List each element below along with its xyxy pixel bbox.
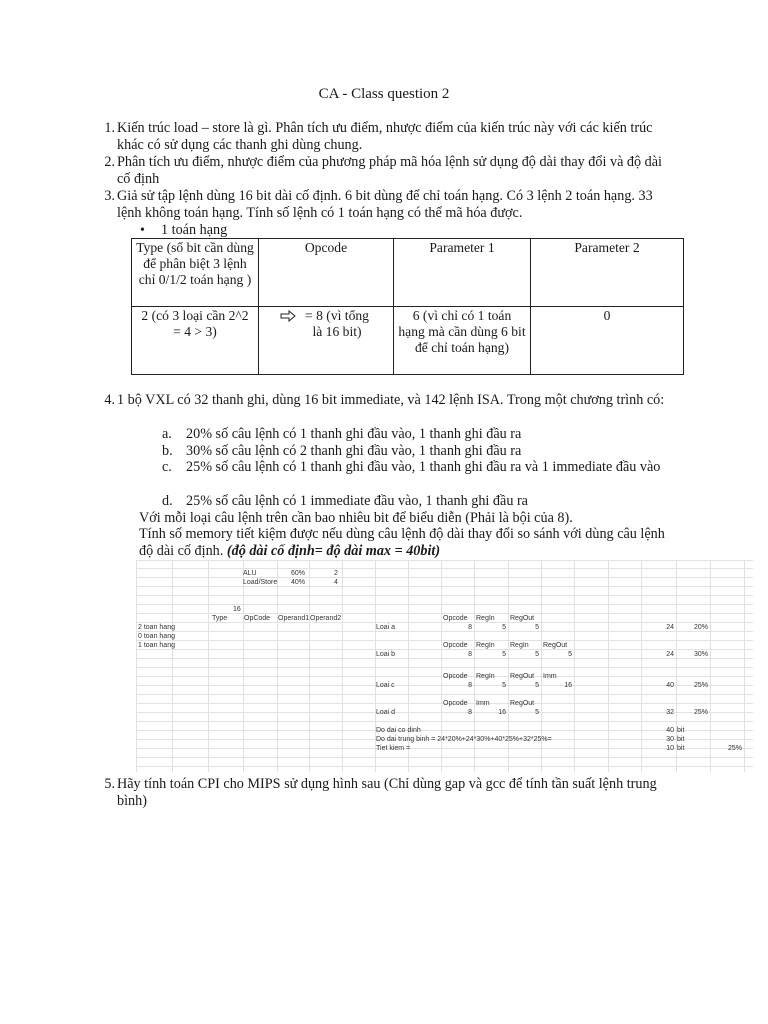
sheet-cell: ALU (243, 570, 257, 577)
sheet-cell: OpCode (244, 615, 271, 622)
table-header-row (132, 239, 684, 307)
sheet-cell: Opcode (443, 642, 468, 649)
sheet-cell: Load/Store (243, 579, 278, 586)
sheet-cell: RegOut (510, 615, 535, 622)
table-header-cell: Parameter 2 (531, 239, 684, 307)
question-number: 3. (104, 188, 115, 204)
sheet-cell: Imm (543, 673, 557, 680)
question-number: 4. (104, 392, 115, 408)
sheet-cell: 5 (568, 651, 572, 658)
sheet-cell: bit (677, 727, 685, 734)
sheet-cell: 5 (535, 624, 539, 631)
table-cell: 6 (vì chỉ có 1 toán hạng mà cần dùng 6 bit để chỉ toán hạng) (394, 307, 531, 375)
sheet-cell: Opcode (443, 700, 468, 707)
sheet-cell: bit (677, 736, 685, 743)
sheet-cell: RegOut (510, 673, 535, 680)
sheet-cell: RegIn (476, 673, 495, 680)
list-item-label: d. (162, 493, 173, 509)
question-4 (104, 392, 677, 409)
sheet-cell: Tiet kiem = (376, 745, 411, 752)
sheet-cell: 2 toan hang (138, 624, 175, 631)
sheet-cell: 16 (498, 709, 506, 716)
question-text: Giả sử tập lệnh dùng 16 bit dài cố định. 6 bit dùng để chỉ toán hạng. Có 3 lệnh 2 toán hạng. 33 lệnh không toán hạng. Tính số lệnh có 1 toán hạng có thể mã hóa được. (117, 188, 653, 221)
paragraph (139, 526, 679, 559)
sheet-cell: 5 (502, 624, 506, 631)
table-cell-text: = 8 (vì tổng là 16 bit) (305, 308, 369, 339)
question-text: Kiến trúc load – store là gì. Phân tích ưu điểm, nhược điểm của kiến trúc này với các kiến trúc khác có sử dụng các thanh ghi dùng chung. (117, 120, 653, 153)
sheet-cell: 1 toan hang (138, 642, 175, 649)
sheet-cell: RegOut (510, 700, 535, 707)
emphasis-text: (độ dài cố định= độ dài max = 40bit) (226, 542, 441, 559)
list-item-label: a. (162, 426, 172, 442)
question-1 (104, 120, 677, 153)
sheet-cell: Type (212, 615, 228, 622)
sheet-cell: 60% (291, 570, 306, 577)
sheet-cell: 4 (334, 579, 338, 586)
sheet-cell: Loai d (376, 709, 396, 716)
sheet-cell: 20% (693, 624, 708, 631)
list-item-label: c. (162, 459, 172, 475)
table-header-cell: Type (số bit cần dùng để phân biệt 3 lệnh chỉ 0/1/2 toán hạng ) (132, 239, 259, 307)
sheet-cell: 5 (535, 682, 539, 689)
sheet-cell: 25% (693, 682, 708, 689)
question-2 (104, 154, 677, 187)
sheet-cell: Opcode (443, 615, 468, 622)
sheet-cell: Loai b (376, 651, 396, 658)
sheet-cell: Operand2 (310, 615, 342, 622)
list-item-text: 25% số câu lệnh có 1 immediate đầu vào, 1 thanh ghi đầu ra (186, 493, 528, 509)
sheet-cell: 40% (291, 579, 306, 586)
sheet-cell: Do dai trung binh = 24*20%+24*30%+40*25%+32*25%= (376, 736, 552, 743)
table-header-cell: Parameter 1 (394, 239, 531, 307)
sheet-cell: 5 (502, 682, 506, 689)
sheet-cell: bit (677, 745, 685, 752)
paragraph-text: Tính số memory tiết kiệm được nếu dùng câu lệnh độ dài thay đổi so sánh với dùng câu lệnh độ dài cố định. (139, 526, 665, 559)
encoding-table (131, 238, 684, 375)
sheet-cell: 8 (468, 682, 472, 689)
arrow-right-icon (280, 310, 296, 322)
sheet-cell: 0 toan hang (138, 633, 175, 640)
list-item-text: 30% số câu lệnh có 2 thanh ghi đầu vào, 1 thanh ghi đầu ra (186, 443, 522, 459)
sheet-cell: Opcode (443, 673, 468, 680)
question-text: Hãy tính toán CPI cho MIPS sử dụng hình sau (Chỉ dùng gap và gcc để tính tần suất lệnh trung bình) (117, 776, 657, 809)
sheet-cell: 25% (693, 709, 708, 716)
sheet-cell: RegIn (476, 642, 495, 649)
spreadsheet-image (136, 560, 753, 772)
sheet-cell: 8 (468, 624, 472, 631)
bullet-text: 1 toán hạng (161, 222, 228, 238)
bullet-dot: • (140, 223, 145, 238)
sheet-cell: 30 (666, 736, 674, 743)
sheet-cell: Operand1 (278, 615, 310, 622)
sheet-cell: 2 (334, 570, 338, 577)
sheet-cell: 40 (666, 727, 674, 734)
sheet-cell: 32 (666, 709, 674, 716)
sheet-cell: 30% (693, 651, 708, 658)
table-cell: 0 (531, 307, 684, 375)
paragraph: Với mỗi loại câu lệnh trên cần bao nhiêu bit để biểu diễn (Phải là bội của 8). (139, 510, 573, 526)
sheet-cell: 5 (502, 651, 506, 658)
table-row (132, 307, 684, 375)
table-cell: 2 (có 3 loại cần 2^2 = 4 > 3) (132, 307, 259, 375)
list-item-text: 25% số câu lệnh có 1 thanh ghi đầu vào, 1 thanh ghi đầu ra và 1 immediate đầu vào (186, 459, 661, 475)
sheet-cell: 8 (468, 651, 472, 658)
sheet-cell: Loai a (376, 624, 396, 631)
sheet-cell: 16 (233, 606, 241, 613)
sheet-cell: 24 (666, 651, 674, 658)
list-item-text: 20% số câu lệnh có 1 thanh ghi đầu vào, 1 thanh ghi đầu ra (186, 426, 522, 442)
sheet-cell: Imm (476, 700, 490, 707)
table-cell (259, 307, 394, 375)
sheet-cell: 8 (468, 709, 472, 716)
sheet-cell: 10 (666, 745, 674, 752)
question-text: 1 bộ VXL có 32 thanh ghi, dùng 16 bit immediate, và 142 lệnh ISA. Trong một chương trình có: (117, 392, 665, 408)
sheet-cell: 40 (666, 682, 674, 689)
sheet-cell: 5 (535, 709, 539, 716)
sheet-cell: 5 (535, 651, 539, 658)
question-number: 5. (104, 776, 115, 792)
table-header-cell: Opcode (259, 239, 394, 307)
question-5 (104, 776, 677, 809)
question-number: 2. (104, 154, 115, 170)
sheet-cell: Do dai co dinh (376, 727, 421, 734)
sheet-cell: 24 (666, 624, 674, 631)
question-3 (104, 188, 677, 221)
sheet-cell: 16 (564, 682, 572, 689)
sheet-cell: RegIn (510, 642, 529, 649)
list-item-label: b. (162, 443, 173, 459)
sheet-cell: Loai c (376, 682, 395, 689)
question-text: Phân tích ưu điểm, nhược điểm của phương pháp mã hóa lệnh sử dụng độ dài thay đổi và độ dài cố định (117, 154, 662, 187)
question-number: 1. (104, 120, 115, 136)
sheet-cell: RegIn (476, 615, 495, 622)
page-title: CA - Class question 2 (318, 86, 450, 102)
sheet-cell: 25% (727, 745, 742, 752)
sheet-cell: RegOut (543, 642, 568, 649)
